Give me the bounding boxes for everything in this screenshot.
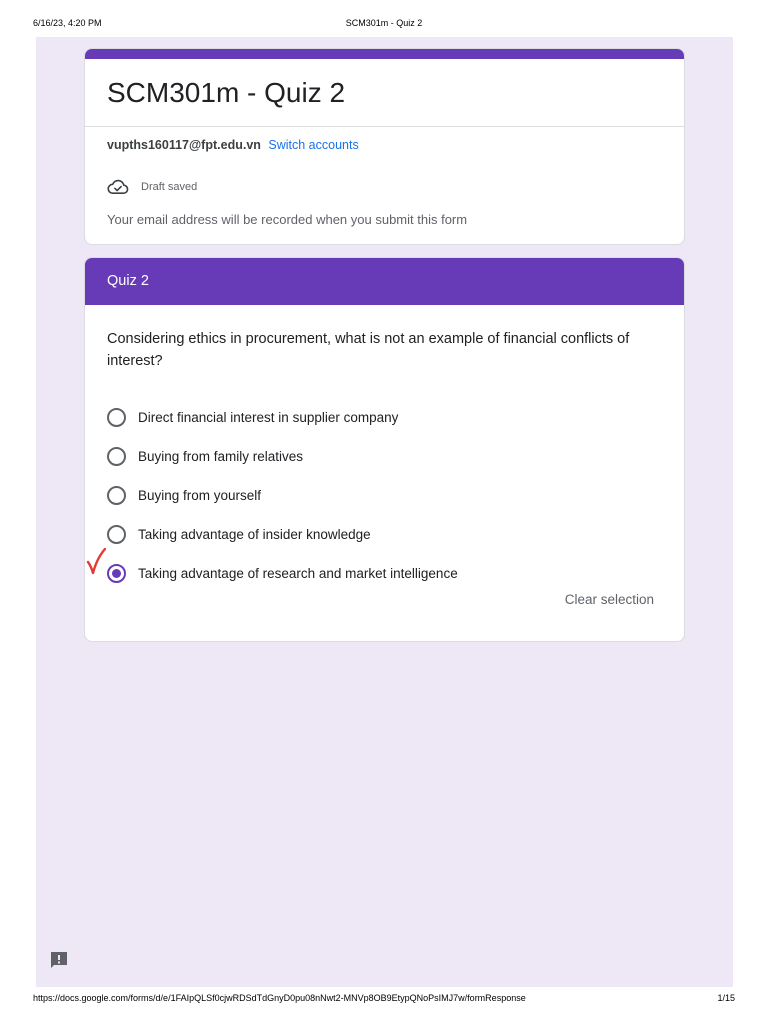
clear-selection-button[interactable]: Clear selection [564,592,654,607]
option-label: Buying from yourself [138,488,262,503]
option-0[interactable] [107,398,458,437]
answer-options [107,398,458,593]
option-label: Taking advantage of research and market intelligence [138,566,458,581]
account-row [107,138,359,152]
radio-button-selected[interactable] [107,564,126,583]
question-text: Considering ethics in procurement, what is not an example of financial conflicts of interest? [107,331,630,369]
draft-status-row [107,177,197,197]
switch-accounts-link[interactable]: Switch accounts [268,138,359,152]
radio-button[interactable] [107,447,126,466]
check-mark-annotation-icon [86,546,106,576]
email-notice: Your email address will be recorded when you submit this form [107,212,468,227]
cloud-check-icon [107,179,129,195]
title-divider [85,126,684,127]
option-2[interactable] [107,476,458,515]
feedback-icon[interactable] [49,950,69,970]
option-label: Taking advantage of insider knowledge [138,527,371,542]
radio-button[interactable] [107,525,126,544]
print-header [0,18,768,32]
option-4[interactable] [107,554,458,593]
print-doc-title: SCM301m - Quiz 2 [345,18,423,28]
header-accent-bar [85,49,684,59]
option-label: Buying from family relatives [138,449,304,464]
section-title: Quiz 2 [85,258,684,305]
option-1[interactable] [107,437,458,476]
print-url: https://docs.google.com/forms/d/e/1FAIpQLSf0cjwRDSdTdGnyD0pu08nNwt2-MNVp8OB9EtypQNoPsIMJ7w/formResponse [33,993,526,1003]
option-label: Direct financial interest in supplier company [138,410,399,425]
form-title: SCM301m - Quiz 2 [107,77,346,108]
radio-button[interactable] [107,486,126,505]
account-email: vupths160117@fpt.edu.vn [107,138,261,152]
option-3[interactable] [107,515,458,554]
print-page-number: 1/15 [717,993,735,1003]
print-datetime: 6/16/23, 4:20 PM [33,18,102,28]
form-header-card [84,48,685,245]
radio-button[interactable] [107,408,126,427]
draft-status: Draft saved [141,181,198,193]
question-card [84,257,685,642]
